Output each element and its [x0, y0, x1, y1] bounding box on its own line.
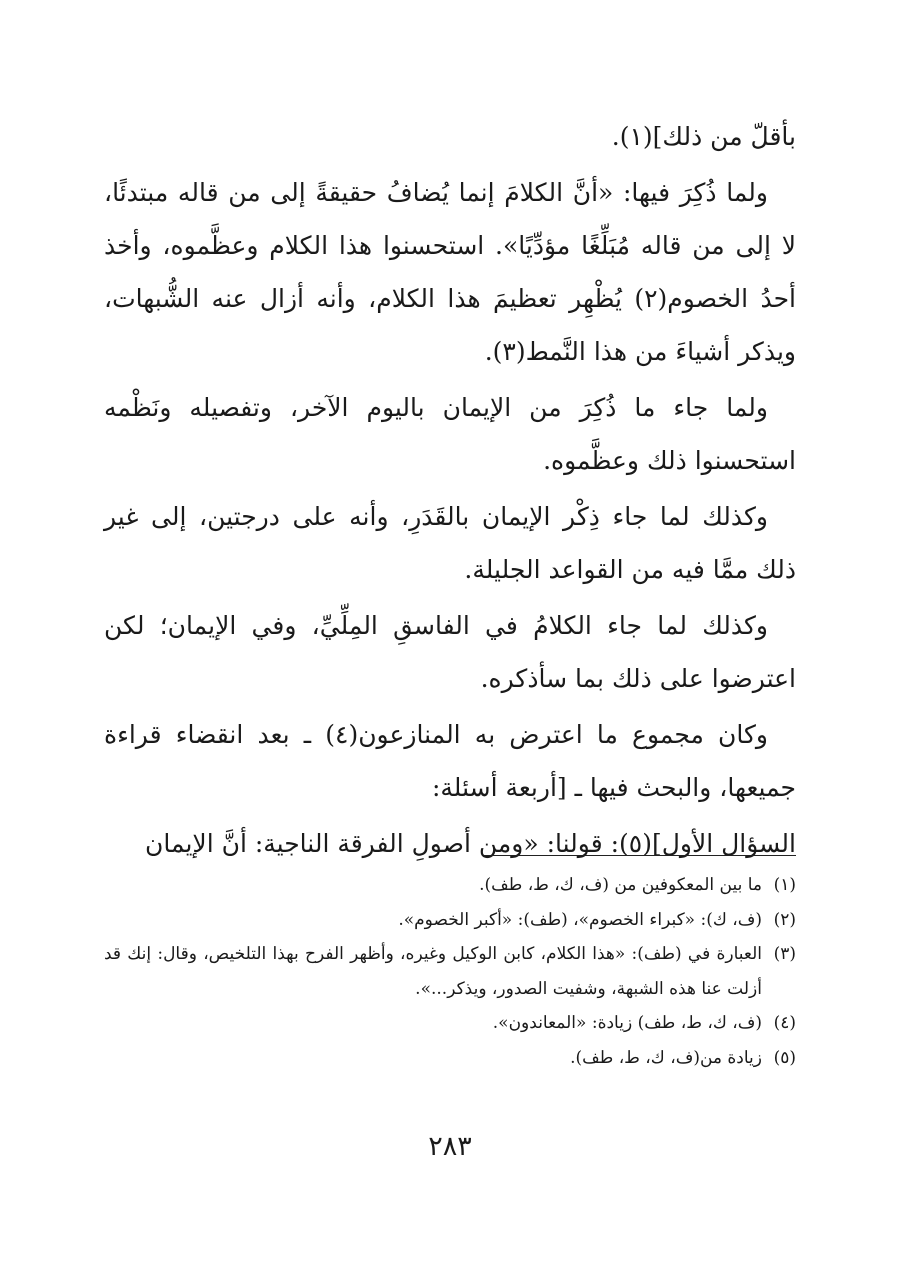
paragraph: ولما ذُكِرَ فيها: «أنَّ الكلامَ إنما يُضافُ حقيقةً إلى من قاله مبتدئًا، لا إلى من قاله مُبَلِّغًا مؤدِّيًا». استحسنوا هذا الكلام وعظَّموه، وأخذ أحدُ الخصوم(٢) يُظْهِر تعظيمَ هذا الكلام، وأنه أزال عنه الشُّبهات، ويذكر أشياءَ من هذا النَّمط(٣).: [104, 178, 797, 366]
footnote-divider: [484, 855, 796, 856]
paragraph: ولما جاء ما ذُكِرَ من الإيمان باليوم الآخر، وتفصيله ونَظْمه استحسنوا ذلك وعظَّموه.: [104, 393, 796, 475]
paragraph: وكذلك لما جاء الكلامُ في الفاسقِ المِلِّيِّ، وفي الإيمان؛ لكن اعترضوا على ذلك بما سأذكره.: [104, 611, 796, 693]
footnote-text: زيادة من(ف، ك، ط، طف).: [570, 1047, 762, 1068]
footnote-text: (ف، ك): «كبراء الخصوم»، (طف): «أكبر الخصوم».: [398, 909, 762, 930]
footnote-number: (٣): [773, 944, 796, 964]
footnote-item: [104, 868, 796, 903]
footnote-number: (٢): [773, 909, 796, 930]
paragraph: وكان مجموع ما اعترض به المنازعون(٤) ـ بعد انقضاء قراءة جميعها، والبحث فيها ـ [أربعة أسئلة:: [104, 720, 796, 802]
footnote-text: (ف، ك، ط، طف) زيادة: «المعاندون».: [492, 1013, 762, 1033]
footnotes: [104, 868, 796, 1075]
footnote-item: [104, 937, 796, 1006]
footnote-number: (١): [773, 875, 796, 895]
footnote-item: [104, 903, 796, 938]
footnote-number: (٤): [773, 1013, 796, 1033]
paragraph-continuation: بأقلّ من ذلك](١).: [611, 122, 796, 151]
footnote-number: (٥): [773, 1047, 796, 1068]
footnote-text: العبارة في (طف): «هذا الكلام، كابن الوكيل وغيره، وأظهر الفرح بهذا التلخيص، وقال: إنك قد أزلت عنا هذه الشبهة، وشفيت الصدور، ويذكر...».: [104, 944, 762, 999]
footnote-item: [104, 1041, 796, 1076]
page-number: ٢٨٣: [428, 1131, 472, 1162]
paragraph: السؤال الأول](٥): قولنا: «ومن أصولِ الفرقة الناجية: أنَّ الإيمان: [145, 829, 796, 858]
footnote-text: ما بين المعكوفين من (ف، ك، ط، طف).: [479, 875, 762, 895]
main-text: [104, 110, 796, 870]
paragraph: وكذلك لما جاء ذِكْر الإيمان بالقَدَرِ، وأنه على درجتين، إلى غير ذلك ممَّا فيه من القواعد الجليلة.: [104, 502, 796, 584]
footnote-item: [104, 1006, 796, 1041]
